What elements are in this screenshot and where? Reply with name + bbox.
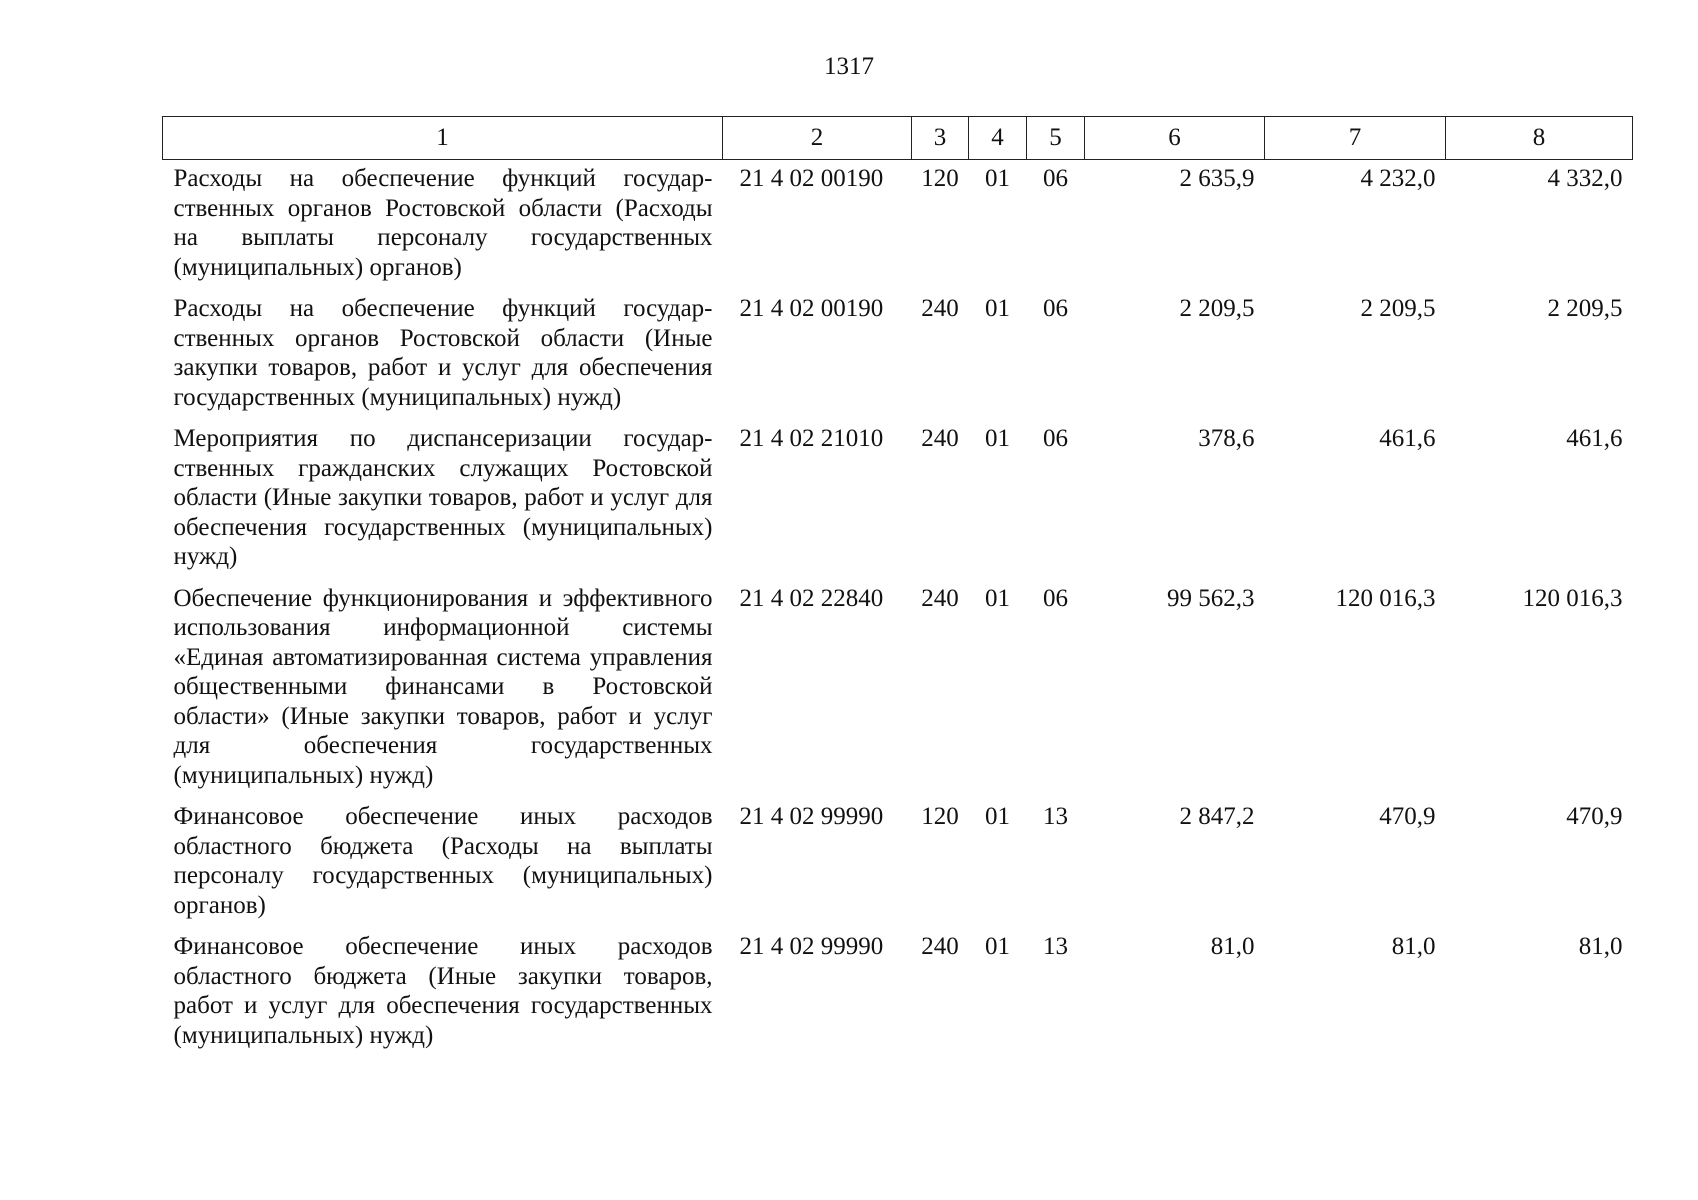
- row-amount-col8: 120 016,3: [1522, 584, 1623, 612]
- row-amount-col6: 2 635,9: [1179, 165, 1255, 192]
- row-section: 01: [985, 425, 1010, 452]
- row-description: Расходы на обеспечение функций государственных органов Ростовской области (Расходы на выплаты персоналу государственных (муниципальных) органов): [173, 165, 713, 281]
- table-row: [163, 928, 1633, 1058]
- page-number: 1317: [824, 53, 874, 80]
- column-header: 8: [1446, 117, 1633, 160]
- row-amount-col8: 461,6: [1566, 425, 1623, 452]
- row-amount-col8: 81,0: [1578, 933, 1623, 960]
- row-target-code: 21 4 02 00190: [739, 165, 884, 192]
- row-amount-col7: 81,0: [1391, 933, 1436, 960]
- column-header: 5: [1027, 117, 1085, 160]
- table-row: [163, 290, 1633, 420]
- row-subsection: 06: [1043, 584, 1068, 612]
- row-section: 01: [985, 803, 1010, 830]
- row-amount-col6: 99 562,3: [1167, 584, 1255, 612]
- row-amount-col6: 2 847,2: [1179, 803, 1255, 830]
- column-header: 6: [1085, 117, 1265, 160]
- row-subsection: 06: [1043, 425, 1068, 452]
- row-amount-col7: 4 232,0: [1360, 165, 1436, 192]
- row-amount-col6: 2 209,5: [1179, 295, 1255, 322]
- row-expense-type: 240: [921, 933, 959, 960]
- row-subsection: 06: [1043, 295, 1068, 322]
- row-amount-col7: 2 209,5: [1360, 295, 1436, 322]
- table-row: [163, 420, 1633, 580]
- row-amount-col7: 470,9: [1379, 803, 1436, 830]
- row-section: 01: [985, 295, 1010, 322]
- row-amount-col7: 120 016,3: [1335, 584, 1436, 612]
- budget-table: [162, 116, 1633, 1058]
- header-row: [163, 117, 1633, 160]
- row-target-code: 21 4 02 99990: [739, 803, 884, 830]
- row-description: Финансовое обеспечение иных расходов областного бюджета (Иные закупки товаров, работ и услуг для обеспечения государственных (муниципальных) нужд): [173, 933, 713, 1049]
- row-description: Обеспечение функционирования и эффективного использования информационной системы «Единая автоматизированная система управления общественными финансами в Ростовской области» (Иные закупки товаров, работ и услуг для обеспечения государственных (муниципальных) нужд): [173, 584, 713, 789]
- row-target-code: 21 4 02 21010: [739, 425, 884, 452]
- table-row: [163, 580, 1633, 799]
- row-description: Финансовое обеспечение иных расходов областного бюджета (Расходы на выплаты персоналу государственных (муниципальных) органов): [173, 803, 713, 919]
- column-header: 3: [912, 117, 969, 160]
- row-description: Мероприятия по диспансеризации государственных гражданских служащих Ростовской области (Иные закупки товаров, работ и услуг для обеспечения государственных (муниципальных) нужд): [173, 425, 713, 570]
- column-header: 1: [163, 117, 723, 160]
- row-amount-col8: 4 332,0: [1547, 165, 1623, 192]
- table-row: [163, 160, 1633, 291]
- column-header: 7: [1265, 117, 1446, 160]
- row-expense-type: 240: [921, 425, 959, 452]
- row-target-code: 21 4 02 22840: [739, 584, 884, 612]
- column-header: 4: [969, 117, 1027, 160]
- row-amount-col8: 2 209,5: [1547, 295, 1623, 322]
- row-target-code: 21 4 02 99990: [739, 933, 884, 960]
- row-subsection: 13: [1043, 803, 1068, 830]
- row-expense-type: 120: [921, 803, 959, 830]
- row-subsection: 06: [1043, 165, 1068, 192]
- row-amount-col6: 81,0: [1210, 933, 1255, 960]
- row-expense-type: 120: [921, 165, 959, 192]
- row-section: 01: [985, 933, 1010, 960]
- table-row: [163, 798, 1633, 928]
- row-target-code: 21 4 02 00190: [739, 295, 884, 322]
- row-amount-col6: 378,6: [1198, 425, 1255, 452]
- row-section: 01: [985, 165, 1010, 192]
- row-expense-type: 240: [921, 584, 959, 612]
- column-header: 2: [723, 117, 912, 160]
- row-expense-type: 240: [921, 295, 959, 322]
- row-description: Расходы на обеспечение функций государственных органов Ростовской области (Иные закупки товаров, работ и услуг для обеспечения государственных (муниципальных) нужд): [173, 295, 713, 411]
- row-section: 01: [985, 584, 1010, 612]
- row-amount-col8: 470,9: [1566, 803, 1623, 830]
- row-amount-col7: 461,6: [1379, 425, 1436, 452]
- row-subsection: 13: [1043, 933, 1068, 960]
